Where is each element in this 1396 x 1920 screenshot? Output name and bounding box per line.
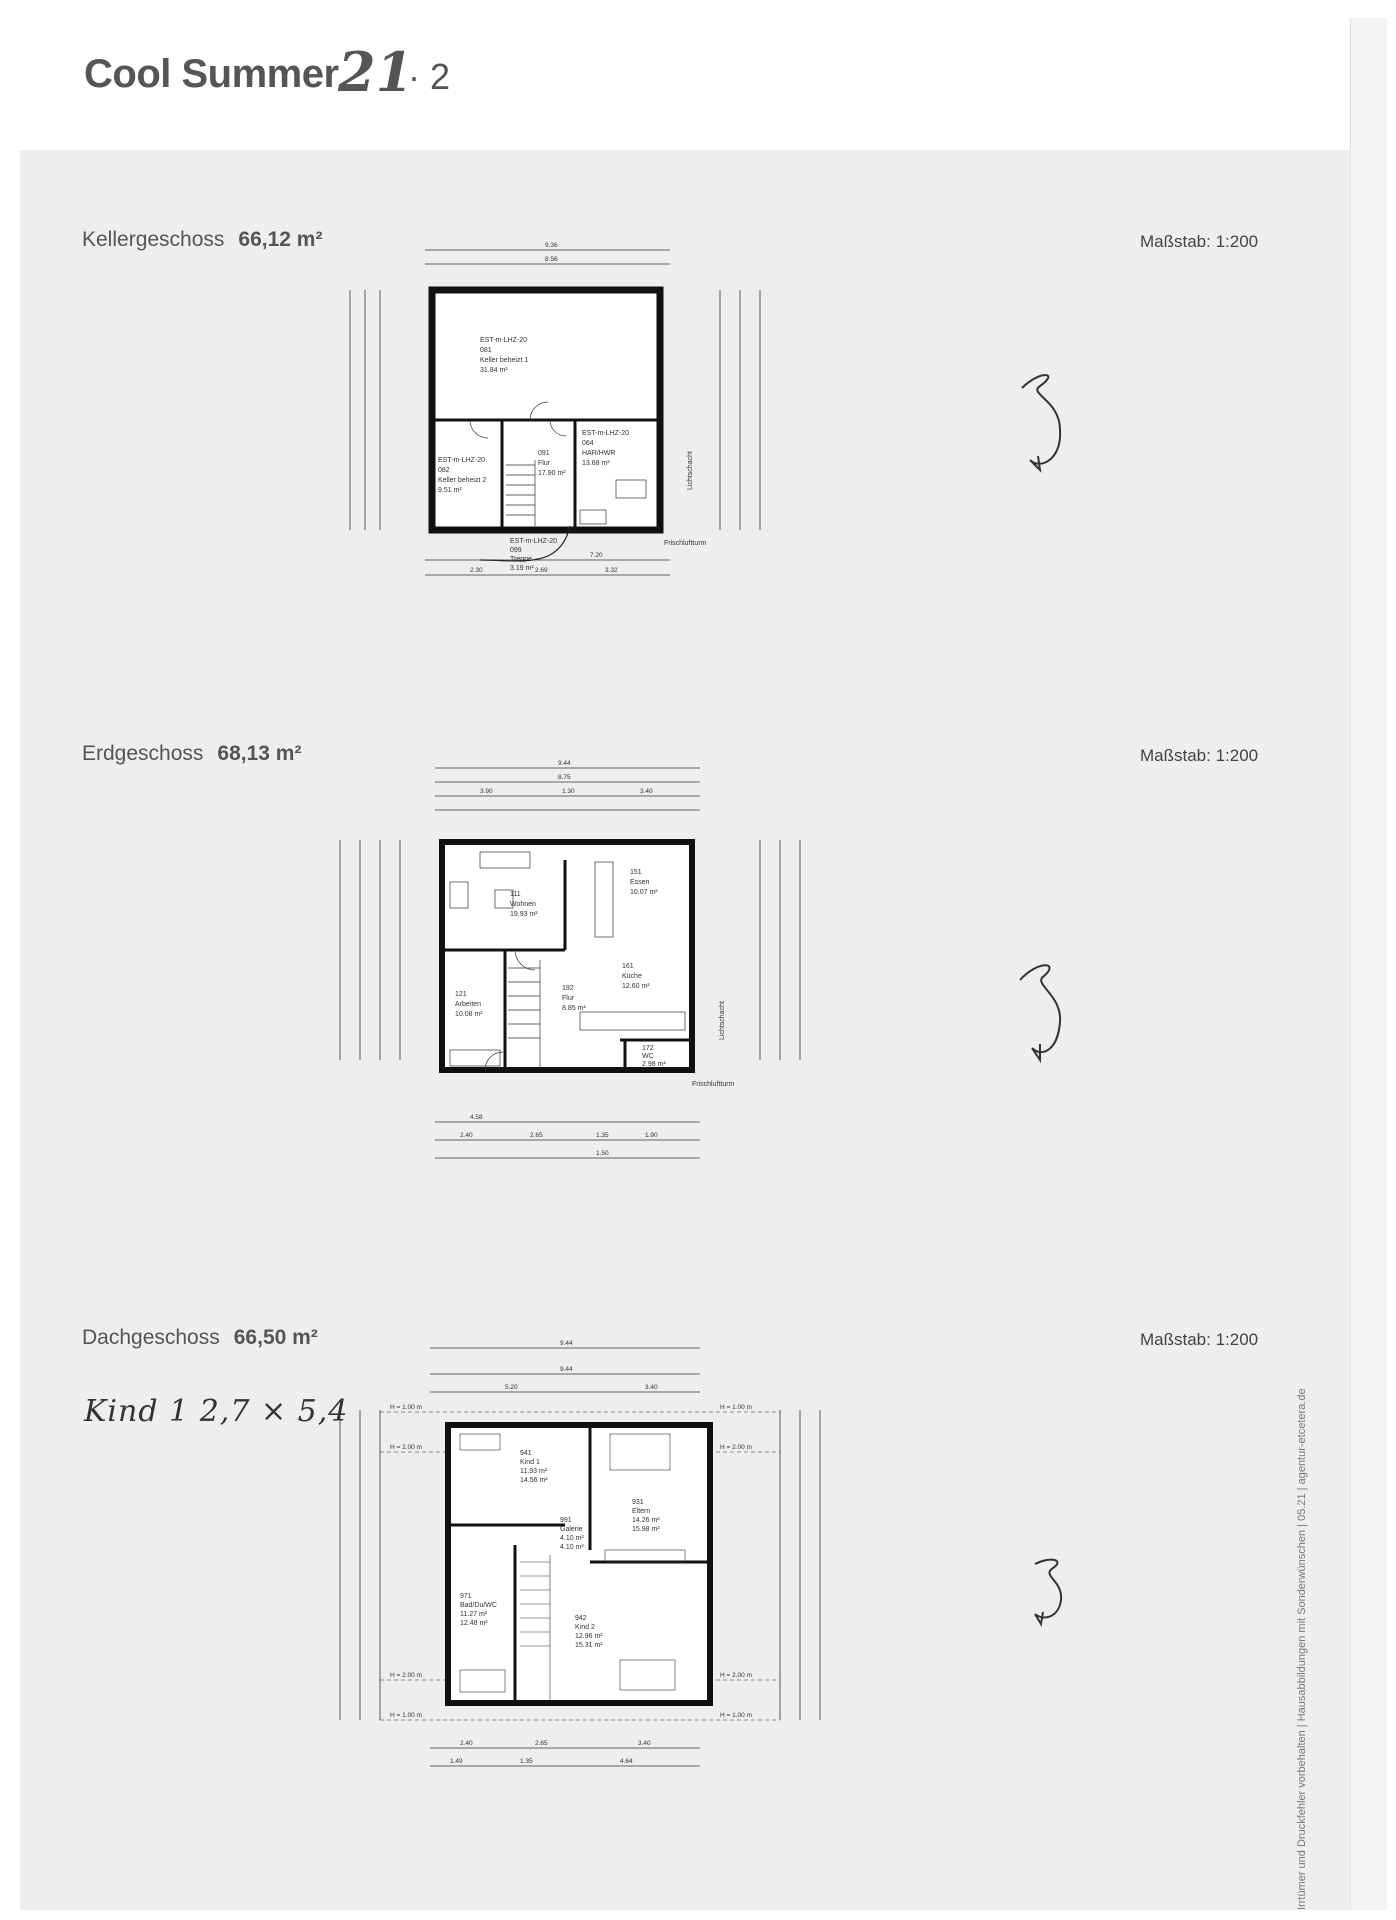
svg-text:Bad/Du/WC [460,1602,497,1609]
section-name: Dachgeschoss [82,1326,220,1349]
height-label: H = 1.00 m [390,1404,422,1411]
dim-top-2: 8.75 [558,774,571,781]
svg-text:9.51 m² [438,487,462,494]
room-number: 941 [520,1450,532,1457]
page-number: · 2 [408,56,451,97]
svg-text:941 [520,1450,532,1457]
room-number: 931 [632,1499,644,1506]
floorplan-erd [300,750,920,1180]
svg-text:Wohnen [510,901,536,908]
height-label: H = 1.00 m [720,1712,752,1719]
room-number: 081 [480,347,492,354]
svg-text:Arbeiten [455,1001,481,1008]
svg-text:4.10 m² [560,1535,584,1542]
room-name: Kind 2 [575,1624,595,1631]
room-number: 151 [630,869,642,876]
room-number: 091 [538,450,550,457]
svg-text:082 [438,467,450,474]
svg-text:Kind 1 [520,1459,540,1466]
dim-top-3: 5.20 [505,1384,518,1391]
label-frischluftturm: Frischluftturm [692,1081,735,1088]
room-area-2: 15.98 m² [632,1526,660,1533]
floorplan-dach [320,1330,940,1790]
page-header [0,0,1350,150]
room-name: WC [642,1053,654,1060]
svg-text:WC [642,1053,654,1060]
svg-text:Kind 2 [575,1624,595,1631]
svg-text:11.93 m² [520,1468,548,1475]
svg-text:8.85 m² [562,1005,586,1012]
dim-top-1: 9.44 [560,1340,573,1347]
svg-text:Galerie [560,1526,583,1533]
north-arrow-icon [1010,360,1080,490]
svg-text:3.19 m² [510,565,534,572]
svg-text:172 [642,1045,654,1052]
dim-top-1: 9.44 [558,760,571,767]
room-area: 3.19 m² [510,565,534,572]
room-name: Flur [538,460,551,467]
room-area: 11.27 m² [460,1611,488,1618]
height-label: H = 2.00 m [390,1672,422,1679]
height-label: H = 1.00 m [720,1404,752,1411]
room-area: 14.26 m² [632,1517,660,1524]
svg-text:15.98 m² [632,1526,660,1533]
room-area-2: 14.56 m² [520,1477,548,1484]
room-area: 9.51 m² [438,487,462,494]
dim-bottom-1: 7.20 [590,552,603,559]
section-title-dach [82,1326,318,1350]
svg-text:099 [510,547,522,554]
dim-bottom-2: 2.30 [470,567,483,574]
dim-bottom-5: 1.90 [645,1132,658,1139]
height-label: H = 2.00 m [720,1444,752,1451]
room-area: 12.96 m² [575,1633,603,1640]
dim-bottom-4: 1.49 [450,1758,463,1765]
room-name: Essen [630,879,650,886]
svg-text:Flur [538,460,551,467]
svg-text:12.96 m² [575,1633,603,1640]
dim-bottom-3: 2.65 [530,1132,543,1139]
dim-bottom-2: 2.65 [535,1740,548,1747]
svg-text:EST-m-LHZ-20 [480,337,527,344]
room-name: Küche [622,973,642,980]
svg-text:EST-m-LHZ-20 [438,457,485,464]
label-lichtschacht: Lichtschacht [719,1001,726,1040]
svg-text:11.27 m² [460,1611,488,1618]
dim-top-4: 1.30 [562,788,575,795]
height-label: H = 1.00 m [390,1712,422,1719]
dim-bottom-6: 4.64 [620,1758,633,1765]
dim-bottom-5: 1.35 [520,1758,533,1765]
section-title-erd [82,742,301,766]
room-area-2: 15.31 m² [575,1642,603,1649]
room-name: Keller beheizt 2 [438,477,487,484]
svg-text:14.56 m² [520,1477,548,1484]
dim-top-4: 3.40 [645,1384,658,1391]
room-code: EST-m-LHZ-20 [582,430,630,437]
room-area-2: 12.48 m² [460,1620,488,1627]
room-area: 31.84 m² [480,367,508,374]
north-arrow-icon [1010,950,1080,1080]
room-code: EST-m-LHZ-20 [438,457,486,464]
room-number: 991 [560,1517,572,1524]
scale-erd: Maßstab: 1:200 [1140,746,1259,765]
room-area-2: 4.10 m² [560,1544,584,1551]
room-name: Flur [562,995,575,1002]
room-name: Eltern [632,1508,651,1515]
svg-text:971 [460,1593,472,1600]
vertical-footer-text: Irrtümer und Druckfehler vorbehalten | Hausabbildungen mit Sonderwünschen | 05.21 | agentur-etcetera.de [1296,1388,1308,1910]
height-label: H = 2.00 m [720,1672,752,1679]
dim-top-2: 8.56 [545,256,558,263]
room-number: 099 [510,547,522,554]
svg-text:081 [480,347,492,354]
dim-top-5: 3.40 [640,788,653,795]
dim-bottom-1: 2.40 [460,1740,473,1747]
room-name: HAR/HWR [582,450,616,457]
dim-bottom-4: 3.32 [605,567,618,574]
svg-text:Flur [562,995,575,1002]
svg-text:2.98 m² [642,1061,666,1068]
svg-text:931 [632,1499,644,1506]
room-name: Wohnen [510,901,536,908]
svg-text:192 [562,985,574,992]
svg-text:12.60 m² [622,983,650,990]
dim-bottom-3: 2.69 [535,567,548,574]
room-number: 161 [622,963,634,970]
svg-text:17.90 m² [538,470,566,477]
room-number: 111 [510,891,521,898]
svg-text:Keller beheizt 1 [480,357,528,364]
room-name: Kind 1 [520,1459,540,1466]
room-area: 2.98 m² [642,1061,666,1068]
section-area: 68,13 m² [217,742,302,765]
room-number: 192 [562,985,574,992]
section-name: Kellergeschoss [82,228,225,251]
brand-mark: 21 [338,40,414,104]
room-area: 17.90 m² [538,470,566,477]
page-edge-strip [1350,18,1387,1910]
section-name: Erdgeschoss [82,742,204,765]
dim-bottom-3: 3.40 [638,1740,651,1747]
floorplan-keller [320,230,900,670]
svg-text:12.48 m² [460,1620,488,1627]
svg-text:13.68 m² [582,460,610,467]
label-frischluftturm: Frischluftturm [664,540,707,547]
height-label: H = 2.00 m [390,1444,422,1451]
section-title-keller [82,228,322,252]
room-number: 121 [455,991,467,998]
scale-dach: Maßstab: 1:200 [1140,1330,1259,1349]
room-area: 11.93 m² [520,1468,548,1475]
svg-text:10.08 m² [455,1011,483,1018]
north-arrow-icon [1015,1550,1085,1640]
room-area: 10.07 m² [630,889,658,896]
room-number: 942 [575,1615,587,1622]
dim-top-2: 9.44 [560,1366,573,1373]
room-name: Bad/Du/WC [460,1602,497,1609]
svg-text:14.26 m² [632,1517,660,1524]
svg-text:161 [622,963,634,970]
scale-keller: Maßstab: 1:200 [1140,232,1259,251]
room-number: 082 [438,467,450,474]
room-area: 19.93 m² [510,911,538,918]
brand-title: Cool Summer [84,52,339,96]
svg-text:HAR/HWR [582,450,615,457]
svg-text:EST-m-LHZ-20 [582,430,629,437]
svg-text:121 [455,991,467,998]
svg-text:19.93 m² [510,911,538,918]
svg-text:31.84 m² [480,367,508,374]
room-number: 064 [582,440,594,447]
svg-text:991 [560,1517,572,1524]
room-code: EST-m-LHZ-20 [480,337,528,344]
svg-text:Küche [622,973,642,980]
section-area: 66,50 m² [233,1326,318,1349]
svg-text:10.07 m² [630,889,658,896]
room-number: 971 [460,1593,472,1600]
room-area: 8.85 m² [562,1005,586,1012]
dim-bottom-2: 2.40 [460,1132,473,1139]
dim-top-3: 3.90 [480,788,493,795]
section-area: 66,12 m² [238,228,323,251]
room-name: Treppe [510,556,532,563]
svg-text:091 [538,450,550,457]
svg-text:15.31 m² [575,1642,603,1649]
room-name: Keller beheizt 1 [480,357,529,364]
svg-text:Essen [630,879,650,886]
svg-text:111 [510,891,521,898]
floorplan-sheet [20,150,1350,1910]
dim-bottom-1: 4.58 [470,1114,483,1121]
svg-text:151 [630,869,642,876]
svg-text:064 [582,440,594,447]
dim-bottom-6: 1.50 [596,1150,609,1157]
handwritten-note: Kind 1 2,7 × 5,4 [84,1394,349,1429]
label-lichtschacht: Lichtschacht [687,451,694,490]
room-area: 13.68 m² [582,460,610,467]
dim-bottom-4: 1.35 [596,1132,609,1139]
svg-text:Eltern [632,1508,650,1515]
room-code: EST-m-LHZ-20 [510,538,558,545]
svg-text:Keller beheizt 2 [438,477,486,484]
room-area: 4.10 m² [560,1535,584,1542]
room-area: 12.60 m² [622,983,650,990]
room-name: Arbeiten [455,1001,482,1008]
svg-text:Treppe [510,556,532,563]
dim-top-1: 9.36 [545,242,558,249]
room-name: Galerie [560,1526,583,1533]
room-area: 10.08 m² [455,1011,483,1018]
svg-text:4.10 m² [560,1544,584,1551]
svg-text:EST-m-LHZ-20 [510,538,557,545]
room-number: 172 [642,1045,654,1052]
svg-text:942 [575,1615,587,1622]
